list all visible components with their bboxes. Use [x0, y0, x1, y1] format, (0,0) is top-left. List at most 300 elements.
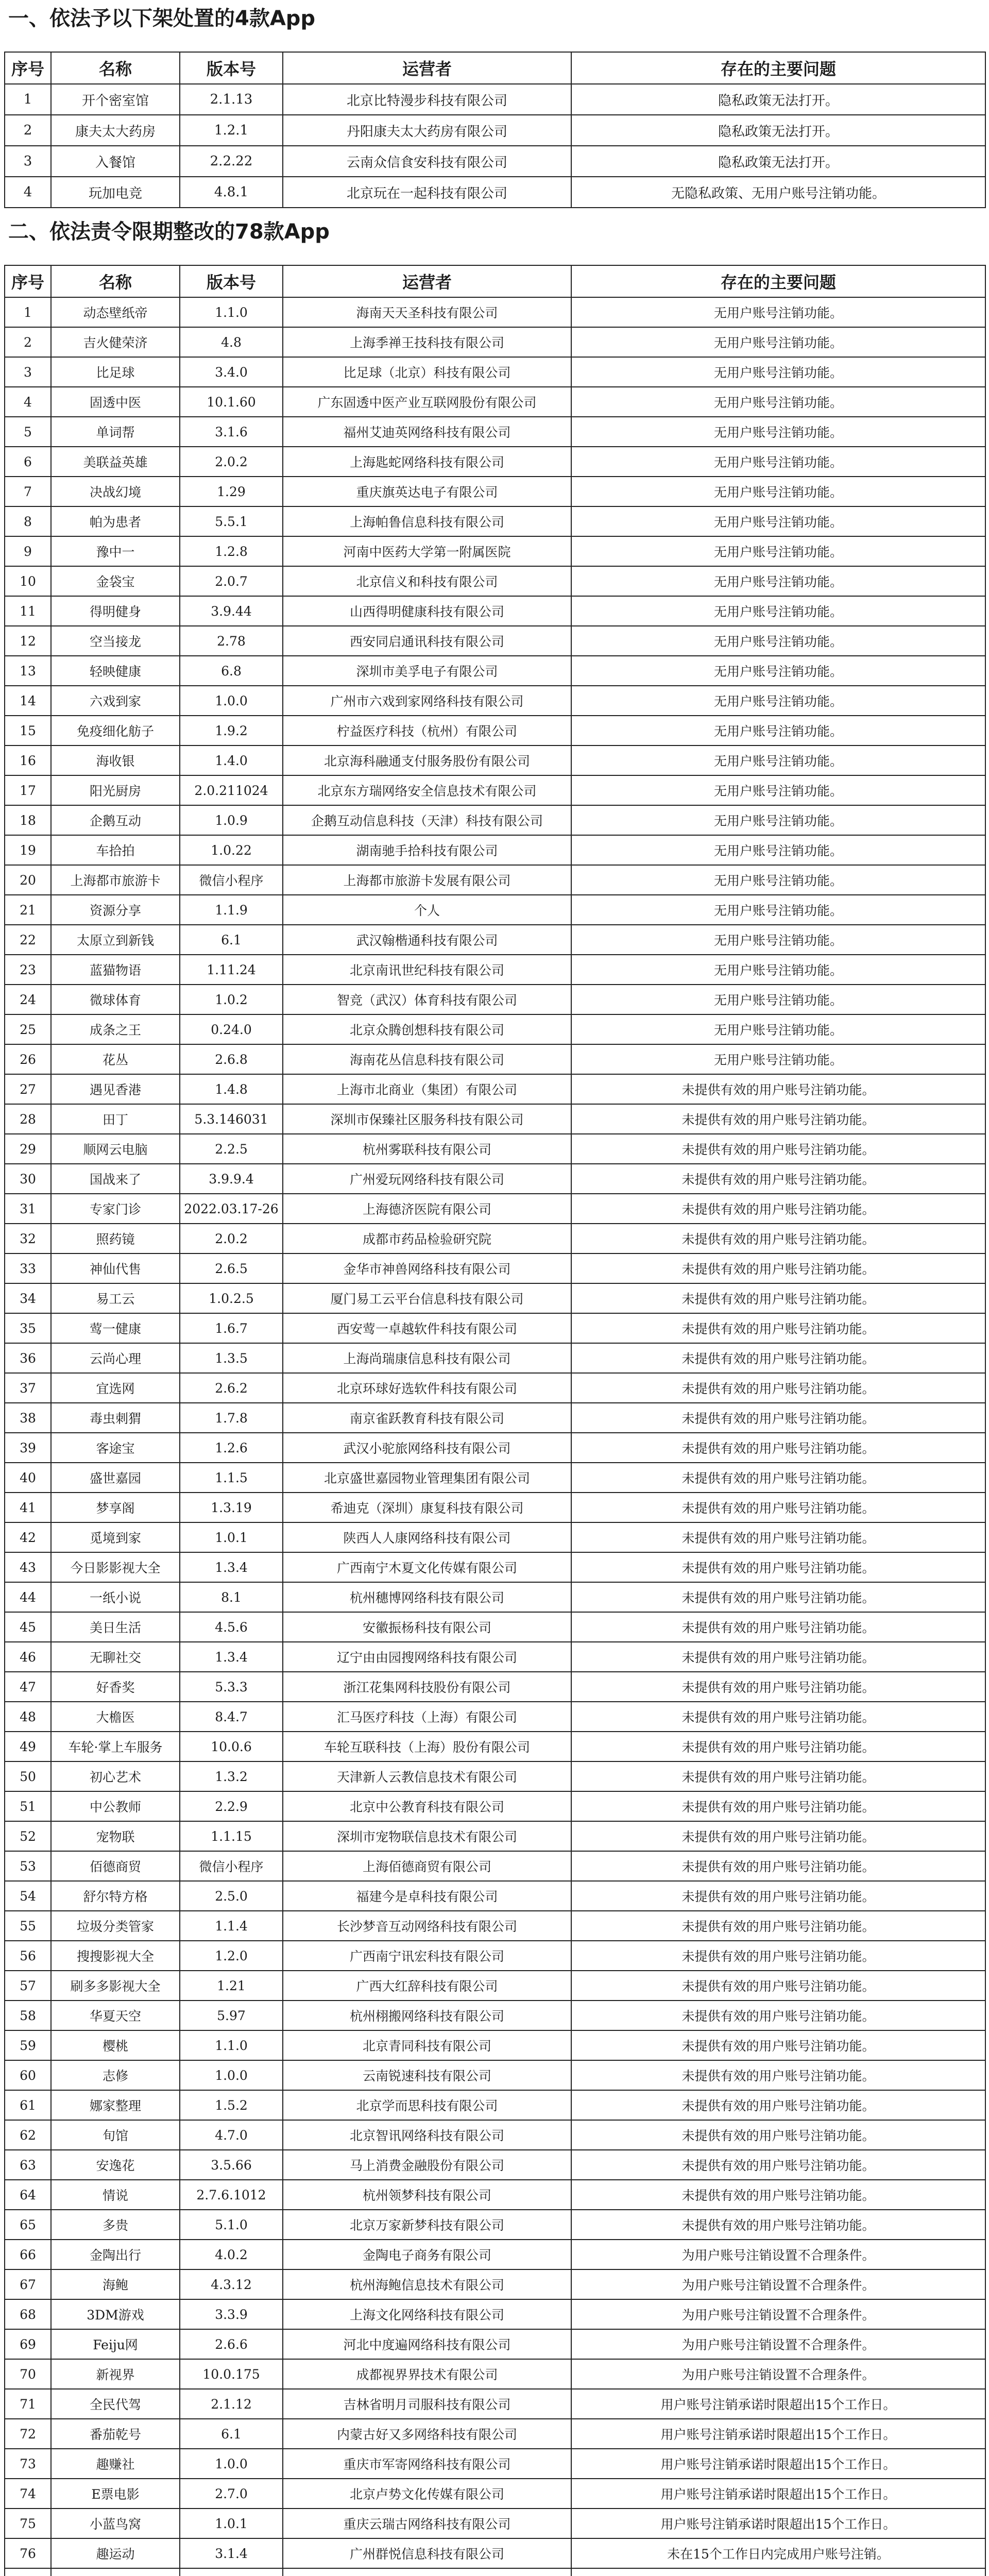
cell-operator: 广西南宁讯宏科技有限公司: [283, 1941, 571, 1971]
cell-version: 2.78: [180, 626, 283, 656]
cell-operator: 安徽振杨科技有限公司: [283, 1612, 571, 1642]
cell-issue: 未提供有效的用户账号注销功能。: [571, 1373, 985, 1403]
cell-index: 14: [5, 686, 51, 716]
cell-operator: 上海佰德商贸有限公司: [283, 1851, 571, 1881]
cell-index: 26: [5, 1044, 51, 1074]
table-row: [5, 1313, 985, 1343]
table-row: [5, 1672, 985, 1702]
table-row: [5, 146, 985, 177]
cell-app-name: 今日影影视大全: [51, 1552, 180, 1582]
cell-version: 1.0.1: [180, 1522, 283, 1552]
cell-app-name: 宜选网: [51, 1373, 180, 1403]
cell-app-name: 企鹅互动: [51, 805, 180, 835]
cell-app-name: [51, 2568, 180, 2576]
table-row: [5, 2030, 985, 2060]
cell-version: 4.7.0: [180, 2120, 283, 2150]
cell-app-name: 海鲍: [51, 2269, 180, 2299]
cell-issue: 未提供有效的用户账号注销功能。: [571, 1582, 985, 1612]
cell-app-name: 垃圾分类管家: [51, 1911, 180, 1941]
cell-index: 30: [5, 1164, 51, 1194]
table-row: [5, 1403, 985, 1433]
cell-index: 20: [5, 865, 51, 895]
cell-issue: 无用户账号注销功能。: [571, 477, 985, 506]
cell-app-name: 多贵: [51, 2210, 180, 2240]
cell-version: 0.24.0: [180, 1014, 283, 1044]
cell-app-name: 阳光厨房: [51, 775, 180, 805]
cell-app-name: 佰德商贸: [51, 1851, 180, 1881]
cell-app-name: 美联益英雄: [51, 447, 180, 477]
cell-operator: 成都视界界技术有限公司: [283, 2359, 571, 2389]
cell-index: 3: [5, 357, 51, 387]
cell-version: 8.1: [180, 1582, 283, 1612]
cell-app-name: 田丁: [51, 1104, 180, 1134]
cell-app-name: 成条之王: [51, 1014, 180, 1044]
cell-version: 1.0.0: [180, 686, 283, 716]
table-row: [5, 566, 985, 596]
cell-version: 1.6.7: [180, 1313, 283, 1343]
column-header-index: 序号: [5, 52, 51, 84]
table-row: [5, 2538, 985, 2568]
cell-index: 45: [5, 1612, 51, 1642]
cell-index: [5, 2568, 51, 2576]
cell-app-name: 神仙代售: [51, 1253, 180, 1283]
cell-operator: 山西得明健康科技有限公司: [283, 596, 571, 626]
cell-index: 34: [5, 1283, 51, 1313]
cell-version: 1.1.4: [180, 1911, 283, 1941]
cell-operator: 武汉翰楷通科技有限公司: [283, 925, 571, 955]
cell-version: 3.5.66: [180, 2150, 283, 2180]
cell-issue: 未提供有效的用户账号注销功能。: [571, 1433, 985, 1463]
cell-version: 2.5.0: [180, 1881, 283, 1911]
cell-issue: 为用户账号注销设置不合理条件。: [571, 2240, 985, 2269]
cell-operator: 北京中公教育科技有限公司: [283, 1791, 571, 1821]
cell-operator: 海南天天圣科技有限公司: [283, 297, 571, 327]
table-row: [5, 716, 985, 745]
cell-operator: 北京东方瑞网络安全信息技术有限公司: [283, 775, 571, 805]
table-row: [5, 327, 985, 357]
table-row: [5, 1373, 985, 1403]
cell-operator: 杭州雾联科技有限公司: [283, 1134, 571, 1164]
cell-issue: 无用户账号注销功能。: [571, 536, 985, 566]
table-row: [5, 1941, 985, 1971]
cell-app-name: 易工云: [51, 1283, 180, 1313]
cell-version: 5.97: [180, 2001, 283, 2030]
cell-operator: 辽宁由由园搜网络科技有限公司: [283, 1642, 571, 1672]
cell-issue: 未提供有效的用户账号注销功能。: [571, 1463, 985, 1493]
table-row: [5, 2120, 985, 2150]
cell-app-name: 华夏天空: [51, 2001, 180, 2030]
table-row: [5, 1283, 985, 1313]
cell-index: 64: [5, 2180, 51, 2210]
cell-index: 4: [5, 177, 51, 208]
column-header-version: 版本号: [180, 265, 283, 297]
cell-operator: 北京信义和科技有限公司: [283, 566, 571, 596]
cell-app-name: 番茄乾号: [51, 2419, 180, 2449]
table-row: [5, 1791, 985, 1821]
cell-issue: 未提供有效的用户账号注销功能。: [571, 1493, 985, 1522]
cell-app-name: 得明健身: [51, 596, 180, 626]
cell-operator: 福建今是卓科技有限公司: [283, 1881, 571, 1911]
table-row: [5, 865, 985, 895]
cell-operator: 深圳市宠物联信息技术有限公司: [283, 1821, 571, 1851]
table-row: [5, 1164, 985, 1194]
cell-version: 5.3.3: [180, 1672, 283, 1702]
cell-issue: 无用户账号注销功能。: [571, 626, 985, 656]
cell-app-name: 新视界: [51, 2359, 180, 2389]
table-row: [5, 2359, 985, 2389]
cell-index: 4: [5, 387, 51, 417]
table-row: [5, 536, 985, 566]
rectify-apps-table: [4, 265, 986, 2576]
cell-issue: 无用户账号注销功能。: [571, 327, 985, 357]
cell-version: 1.2.1: [180, 115, 283, 146]
cell-app-name: 资源分享: [51, 895, 180, 925]
cell-operator: 广州市六戏到家网络科技有限公司: [283, 686, 571, 716]
cell-app-name: 搜搜影视大全: [51, 1941, 180, 1971]
table-header-row: [5, 52, 985, 84]
cell-issue: [571, 2568, 985, 2576]
cell-version: 2.0.7: [180, 566, 283, 596]
cell-index: 41: [5, 1493, 51, 1522]
cell-app-name: 轻映健康: [51, 656, 180, 686]
cell-app-name: 舒尔特方格: [51, 1881, 180, 1911]
cell-app-name: 梦享阁: [51, 1493, 180, 1522]
cell-issue: 无用户账号注销功能。: [571, 835, 985, 865]
cell-index: 51: [5, 1791, 51, 1821]
cell-version: 2.2.22: [180, 146, 283, 177]
cell-app-name: 入餐馆: [51, 146, 180, 177]
cell-index: 36: [5, 1343, 51, 1373]
cell-app-name: 3DM游戏: [51, 2299, 180, 2329]
cell-operator: 重庆云瑞古网络科技有限公司: [283, 2509, 571, 2538]
cell-index: 6: [5, 447, 51, 477]
cell-operator: 金华市神兽网络科技有限公司: [283, 1253, 571, 1283]
cell-index: 69: [5, 2329, 51, 2359]
table-row: [5, 297, 985, 327]
cell-issue: 未提供有效的用户账号注销功能。: [571, 2210, 985, 2240]
cell-index: 17: [5, 775, 51, 805]
cell-operator: [283, 2568, 571, 2576]
cell-app-name: 小蓝鸟窝: [51, 2509, 180, 2538]
cell-operator: 北京南讯世纪科技有限公司: [283, 955, 571, 985]
cell-operator: 比足球（北京）科技有限公司: [283, 357, 571, 387]
cell-app-name: 情说: [51, 2180, 180, 2210]
cell-issue: 无用户账号注销功能。: [571, 447, 985, 477]
cell-operator: 广西南宁木夏文化传媒有限公司: [283, 1552, 571, 1582]
table-row: [5, 357, 985, 387]
cell-version: 2.2.9: [180, 1791, 283, 1821]
cell-issue: 未提供有效的用户账号注销功能。: [571, 1194, 985, 1224]
cell-index: 16: [5, 745, 51, 775]
cell-index: 76: [5, 2538, 51, 2568]
cell-index: 43: [5, 1552, 51, 1582]
cell-index: 61: [5, 2090, 51, 2120]
cell-app-name: 玩加电竞: [51, 177, 180, 208]
cell-operator: 西安莺一卓越软件科技有限公司: [283, 1313, 571, 1343]
cell-version: 1.1.15: [180, 1821, 283, 1851]
cell-app-name: 宠物联: [51, 1821, 180, 1851]
removed-apps-table: [4, 52, 986, 208]
table-row: [5, 1463, 985, 1493]
cell-app-name: 安逸花: [51, 2150, 180, 2180]
cell-app-name: 比足球: [51, 357, 180, 387]
cell-app-name: 志修: [51, 2060, 180, 2090]
cell-operator: 上海尚瑞康信息科技有限公司: [283, 1343, 571, 1373]
cell-issue: 用户账号注销承诺时限超出15个工作日。: [571, 2449, 985, 2479]
cell-operator: 广州爱玩网络科技有限公司: [283, 1164, 571, 1194]
cell-issue: 未提供有效的用户账号注销功能。: [571, 1552, 985, 1582]
cell-app-name: 国战来了: [51, 1164, 180, 1194]
cell-app-name: 莺一健康: [51, 1313, 180, 1343]
table-row: [5, 2419, 985, 2449]
cell-operator: 杭州领梦科技有限公司: [283, 2180, 571, 2210]
cell-app-name: 吉火健荣济: [51, 327, 180, 357]
cell-operator: 河北中度遍网络科技有限公司: [283, 2329, 571, 2359]
cell-operator: 武汉小驼旅网络科技有限公司: [283, 1433, 571, 1463]
cell-app-name: 初心艺术: [51, 1761, 180, 1791]
cell-index: 57: [5, 1971, 51, 2001]
cell-version: 10.0.175: [180, 2359, 283, 2389]
table-row: [5, 387, 985, 417]
cell-index: 32: [5, 1224, 51, 1253]
cell-version: 2.2.5: [180, 1134, 283, 1164]
cell-index: 37: [5, 1373, 51, 1403]
table-row: [5, 2449, 985, 2479]
table-row: [5, 417, 985, 447]
cell-index: 48: [5, 1702, 51, 1732]
cell-operator: 希迪克（深圳）康复科技有限公司: [283, 1493, 571, 1522]
table-row: [5, 2180, 985, 2210]
table-row: [5, 745, 985, 775]
table-body: [5, 297, 985, 2576]
cell-operator: 浙江花集网科技股份有限公司: [283, 1672, 571, 1702]
cell-index: 39: [5, 1433, 51, 1463]
column-header-issue: 存在的主要问题: [571, 52, 985, 84]
cell-index: 56: [5, 1941, 51, 1971]
cell-issue: 为用户账号注销设置不合理条件。: [571, 2269, 985, 2299]
cell-version: 1.3.19: [180, 1493, 283, 1522]
cell-operator: 柠益医疗科技（杭州）有限公司: [283, 716, 571, 745]
table-row: [5, 656, 985, 686]
cell-version: 4.8: [180, 327, 283, 357]
cell-issue: 未提供有效的用户账号注销功能。: [571, 1702, 985, 1732]
cell-version: 3.9.44: [180, 596, 283, 626]
cell-index: 62: [5, 2120, 51, 2150]
cell-issue: 未提供有效的用户账号注销功能。: [571, 1403, 985, 1433]
cell-version: 1.0.2: [180, 985, 283, 1014]
cell-issue: 无用户账号注销功能。: [571, 895, 985, 925]
cell-version: 1.4.0: [180, 745, 283, 775]
cell-version: 1.0.2.5: [180, 1283, 283, 1313]
cell-version: 5.1.0: [180, 2210, 283, 2240]
cell-issue: 未提供有效的用户账号注销功能。: [571, 1821, 985, 1851]
cell-operator: 长沙梦音互动网络科技有限公司: [283, 1911, 571, 1941]
cell-operator: 上海匙蛇网络科技有限公司: [283, 447, 571, 477]
cell-version: 1.1.0: [180, 2030, 283, 2060]
cell-operator: 金陶电子商务有限公司: [283, 2240, 571, 2269]
cell-operator: 深圳市保臻社区服务科技有限公司: [283, 1104, 571, 1134]
cell-index: 2: [5, 115, 51, 146]
cell-version: 1.11.24: [180, 955, 283, 985]
table-row: [5, 1224, 985, 1253]
cell-operator: 杭州海鲍信息技术有限公司: [283, 2269, 571, 2299]
cell-app-name: 决战幻境: [51, 477, 180, 506]
cell-version: 1.2.0: [180, 1941, 283, 1971]
cell-issue: 未提供有效的用户账号注销功能。: [571, 2180, 985, 2210]
cell-issue: 无用户账号注销功能。: [571, 805, 985, 835]
cell-issue: 未提供有效的用户账号注销功能。: [571, 2001, 985, 2030]
cell-issue: 用户账号注销承诺时限超出15个工作日。: [571, 2479, 985, 2509]
cell-issue: 无用户账号注销功能。: [571, 387, 985, 417]
table-row: [5, 985, 985, 1014]
cell-index: 27: [5, 1074, 51, 1104]
cell-issue: 无用户账号注销功能。: [571, 985, 985, 1014]
table-row: [5, 447, 985, 477]
cell-index: 67: [5, 2269, 51, 2299]
cell-operator: 北京万家新梦科技有限公司: [283, 2210, 571, 2240]
table-row: [5, 686, 985, 716]
cell-issue: 无用户账号注销功能。: [571, 686, 985, 716]
cell-issue: 无用户账号注销功能。: [571, 925, 985, 955]
cell-version: 2.0.211024: [180, 775, 283, 805]
table-row: [5, 1014, 985, 1044]
cell-operator: 上海帕鲁信息科技有限公司: [283, 506, 571, 536]
cell-app-name: 趣赚社: [51, 2449, 180, 2479]
table-row: [5, 1552, 985, 1582]
cell-issue: 未提供有效的用户账号注销功能。: [571, 2030, 985, 2060]
table-row: [5, 2299, 985, 2329]
cell-issue: 未提供有效的用户账号注销功能。: [571, 1074, 985, 1104]
cell-version: 微信小程序: [180, 865, 283, 895]
cell-index: 38: [5, 1403, 51, 1433]
table-row: [5, 1732, 985, 1761]
table-row: [5, 1493, 985, 1522]
column-header-operator: 运营者: [283, 52, 571, 84]
cell-version: 1.3.5: [180, 1343, 283, 1373]
cell-index: 73: [5, 2449, 51, 2479]
cell-app-name: 遇见香港: [51, 1074, 180, 1104]
table-row: [5, 1881, 985, 1911]
cell-index: 25: [5, 1014, 51, 1044]
cell-version: 2.1.12: [180, 2389, 283, 2419]
cell-issue: 无用户账号注销功能。: [571, 1044, 985, 1074]
table-row: [5, 506, 985, 536]
cell-operator: 北京玩在一起科技有限公司: [283, 177, 571, 208]
cell-operator: 广州群悦信息科技有限公司: [283, 2538, 571, 2568]
cell-version: 1.5.2: [180, 2090, 283, 2120]
cell-operator: 广西大红辞科技有限公司: [283, 1971, 571, 2001]
cell-issue: 未提供有效的用户账号注销功能。: [571, 1672, 985, 1702]
cell-version: 1.0.9: [180, 805, 283, 835]
table-row: [5, 1702, 985, 1732]
cell-index: 29: [5, 1134, 51, 1164]
cell-version: 1.9.2: [180, 716, 283, 745]
cell-index: 66: [5, 2240, 51, 2269]
cell-app-name: 动态壁纸帝: [51, 297, 180, 327]
cell-version: 1.0.22: [180, 835, 283, 865]
cell-version: 2.6.5: [180, 1253, 283, 1283]
cell-issue: 无用户账号注销功能。: [571, 656, 985, 686]
cell-version: 4.5.6: [180, 1612, 283, 1642]
table-row: [5, 1522, 985, 1552]
cell-operator: 个人: [283, 895, 571, 925]
cell-operator: 杭州栩搬网络科技有限公司: [283, 2001, 571, 2030]
table-row: [5, 1582, 985, 1612]
cell-app-name: 海收银: [51, 745, 180, 775]
cell-issue: 未提供有效的用户账号注销功能。: [571, 2120, 985, 2150]
cell-issue: 无用户账号注销功能。: [571, 1014, 985, 1044]
cell-app-name: 趣运动: [51, 2538, 180, 2568]
cell-index: 70: [5, 2359, 51, 2389]
table-row: [5, 1821, 985, 1851]
cell-index: 2: [5, 327, 51, 357]
cell-issue: 未提供有效的用户账号注销功能。: [571, 1343, 985, 1373]
cell-operator: 吉林省明月司服科技有限公司: [283, 2389, 571, 2419]
table-row: [5, 2269, 985, 2299]
table-row: [5, 1134, 985, 1164]
cell-issue: 无隐私政策、无用户账号注销功能。: [571, 177, 985, 208]
cell-operator: 上海市北商业（集团）有限公司: [283, 1074, 571, 1104]
cell-operator: 车轮互联科技（上海）股份有限公司: [283, 1732, 571, 1761]
table-row: [5, 1971, 985, 2001]
cell-issue: 无用户账号注销功能。: [571, 297, 985, 327]
cell-operator: 汇马医疗科技（上海）有限公司: [283, 1702, 571, 1732]
cell-version: 1.2.8: [180, 536, 283, 566]
cell-version: 2.6.8: [180, 1044, 283, 1074]
table-row: [5, 1194, 985, 1224]
cell-version: 1.4.8: [180, 1074, 283, 1104]
cell-index: 9: [5, 536, 51, 566]
cell-app-name: 樱桃: [51, 2030, 180, 2060]
cell-index: 71: [5, 2389, 51, 2419]
cell-app-name: 康夫太大药房: [51, 115, 180, 146]
cell-app-name: 旬馆: [51, 2120, 180, 2150]
cell-app-name: 顺网云电脑: [51, 1134, 180, 1164]
cell-app-name: 花丛: [51, 1044, 180, 1074]
cell-index: 18: [5, 805, 51, 835]
cell-issue: 无用户账号注销功能。: [571, 417, 985, 447]
cell-version: 6.1: [180, 2419, 283, 2449]
cell-app-name: 大檐医: [51, 1702, 180, 1732]
cell-issue: 无用户账号注销功能。: [571, 566, 985, 596]
cell-index: 8: [5, 506, 51, 536]
cell-operator: 北京海科融通支付服务股份有限公司: [283, 745, 571, 775]
table-row: [5, 775, 985, 805]
cell-issue: 未提供有效的用户账号注销功能。: [571, 1612, 985, 1642]
cell-version: [180, 2568, 283, 2576]
cell-app-name: 觅境到家: [51, 1522, 180, 1552]
cell-index: 10: [5, 566, 51, 596]
cell-issue: 为用户账号注销设置不合理条件。: [571, 2299, 985, 2329]
cell-version: 2.1.13: [180, 84, 283, 115]
cell-index: 49: [5, 1732, 51, 1761]
cell-issue: 未提供有效的用户账号注销功能。: [571, 1283, 985, 1313]
cell-version: 2.6.2: [180, 1373, 283, 1403]
cell-version: 4.3.12: [180, 2269, 283, 2299]
table-row: [5, 626, 985, 656]
cell-app-name: 开个密室馆: [51, 84, 180, 115]
table-row: [5, 2210, 985, 2240]
cell-issue: 无用户账号注销功能。: [571, 596, 985, 626]
cell-index: 28: [5, 1104, 51, 1134]
cell-operator: 河南中医药大学第一附属医院: [283, 536, 571, 566]
cell-index: 33: [5, 1253, 51, 1283]
cell-version: 10.0.6: [180, 1732, 283, 1761]
cell-operator: 北京盛世嘉园物业管理集团有限公司: [283, 1463, 571, 1493]
table-row: [5, 1433, 985, 1463]
cell-version: 4.8.1: [180, 177, 283, 208]
cell-issue: 无用户账号注销功能。: [571, 955, 985, 985]
